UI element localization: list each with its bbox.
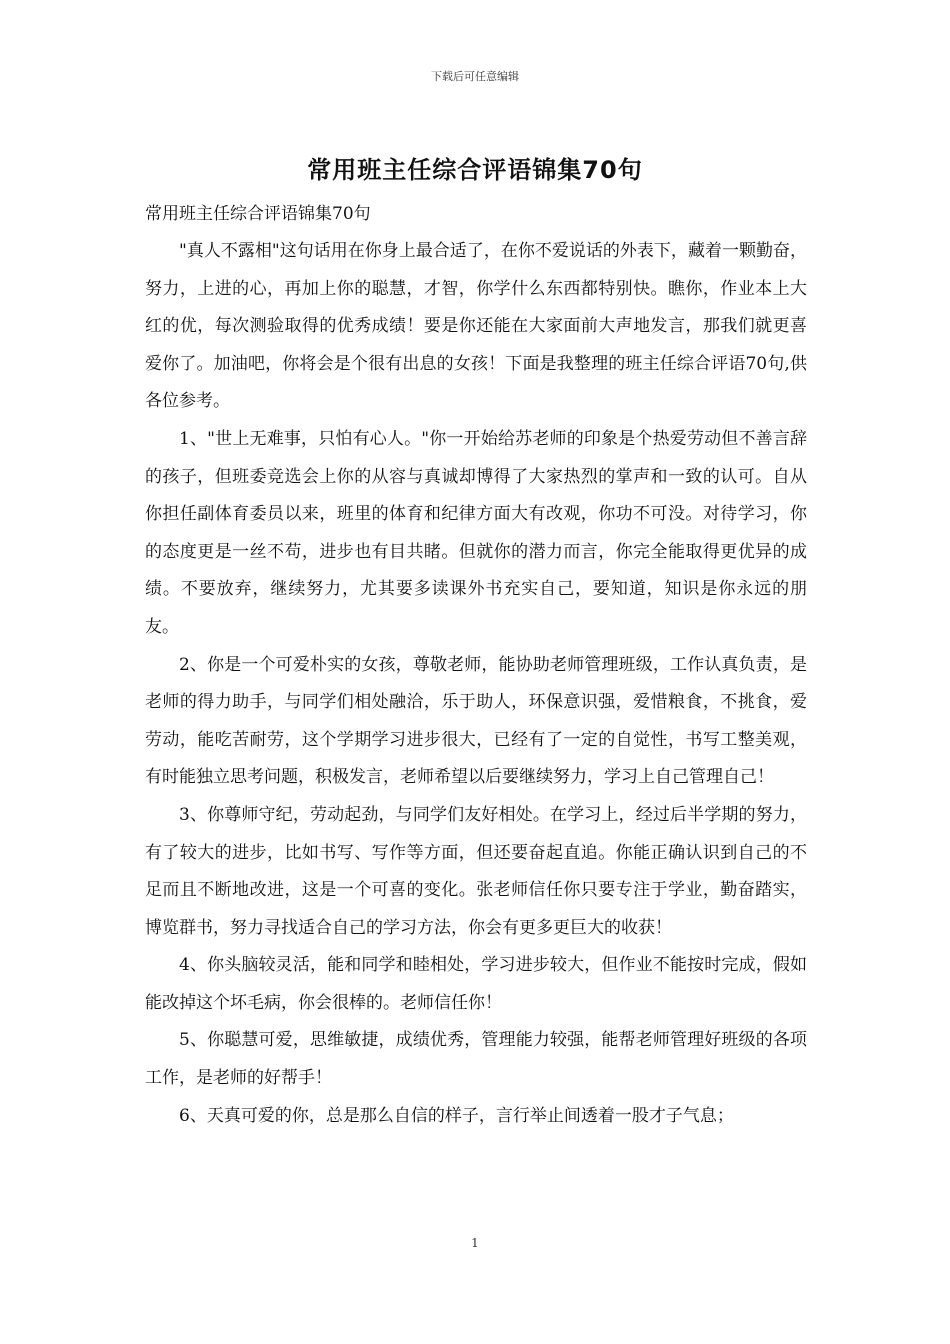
page-header: 下载后可任意编辑 (431, 70, 519, 83)
document-title: 常用班主任综合评语锦集70句 (307, 156, 643, 184)
page-number: 1 (471, 1236, 479, 1250)
paragraph-item-1: 1、"世上无难事，只怕有心人。"你一开始给苏老师的印象是个热爱劳动但不善言辞的孩子，但班委竞选会上你的从容与真诚却博得了大家热烈的掌声和一致的认可。自从你担任副体育委员以来，班里的体育和纪律方面大有改观，你功不可没。对待学习，你的态度更是一丝不苟，进步也有目共睹。但就你的潜力而言，你完全能取得更优异的成绩。不要放弃，继续努力，尤其要多读课外书充实自己，要知道，知识是你永远的朋友。 (145, 428, 807, 637)
paragraph-item-4: 4、你头脑较灵活，能和同学和睦相处，学习进步较大，但作业不能按时完成，假如能改掉这个坏毛病，你会很棒的。老师信任你！ (145, 955, 807, 1013)
paragraph-intro: "真人不露相"这句话用在你身上最合适了，在你不爱说话的外表下，藏着一颗勤奋，努力，上进的心，再加上你的聪慧，才智，你学什么东西都特别快。瞧你，作业本上大红的优，每次测验取得的优秀成绩！要是你还能在大家面前大声地发言，那我们就更喜爱你了。加油吧，你将会是个很有出息的女孩！下面是我整理的班主任综合评语70句,供各位参考。 (145, 241, 807, 412)
paragraph-item-5: 5、你聪慧可爱，思维敏捷，成绩优秀，管理能力较强，能帮老师管理好班级的各项工作，是老师的好帮手！ (145, 1030, 807, 1089)
paragraph-item-6: 6、天真可爱的你，总是那么自信的样子，言行举止间透着一股才子气息； (179, 1105, 734, 1126)
document-body (145, 196, 807, 1135)
paragraph-item-2: 2、你是一个可爱朴实的女孩，尊敬老师，能协助老师管理班级，工作认真负责，是老师的得力助手，与同学们相处融洽，乐于助人，环保意识强，爱惜粮食，不挑食，爱劳动，能吃苦耐劳，这个学期学习进步很大，已经有了一定的自觉性，书写工整美观，有时能独立思考问题，积极发言，老师希望以后要继续努力，学习上自己管理自己！ (145, 654, 807, 788)
document-subtitle: 常用班主任综合评语锦集70句 (145, 204, 371, 224)
paragraph-item-3: 3、你尊师守纪，劳动起劲，与同学们友好相处。在学习上，经过后半学期的努力，有了较大的进步，比如书写、写作等方面，但还要奋起直追。你能正确认识到自己的不足而且不断地改进，这是一个可喜的变化。张老师信任你只要专注于学业，勤奋踏实，博览群书，努力寻找适合自己的学习方法，你会有更多更巨大的收获！ (145, 804, 807, 938)
